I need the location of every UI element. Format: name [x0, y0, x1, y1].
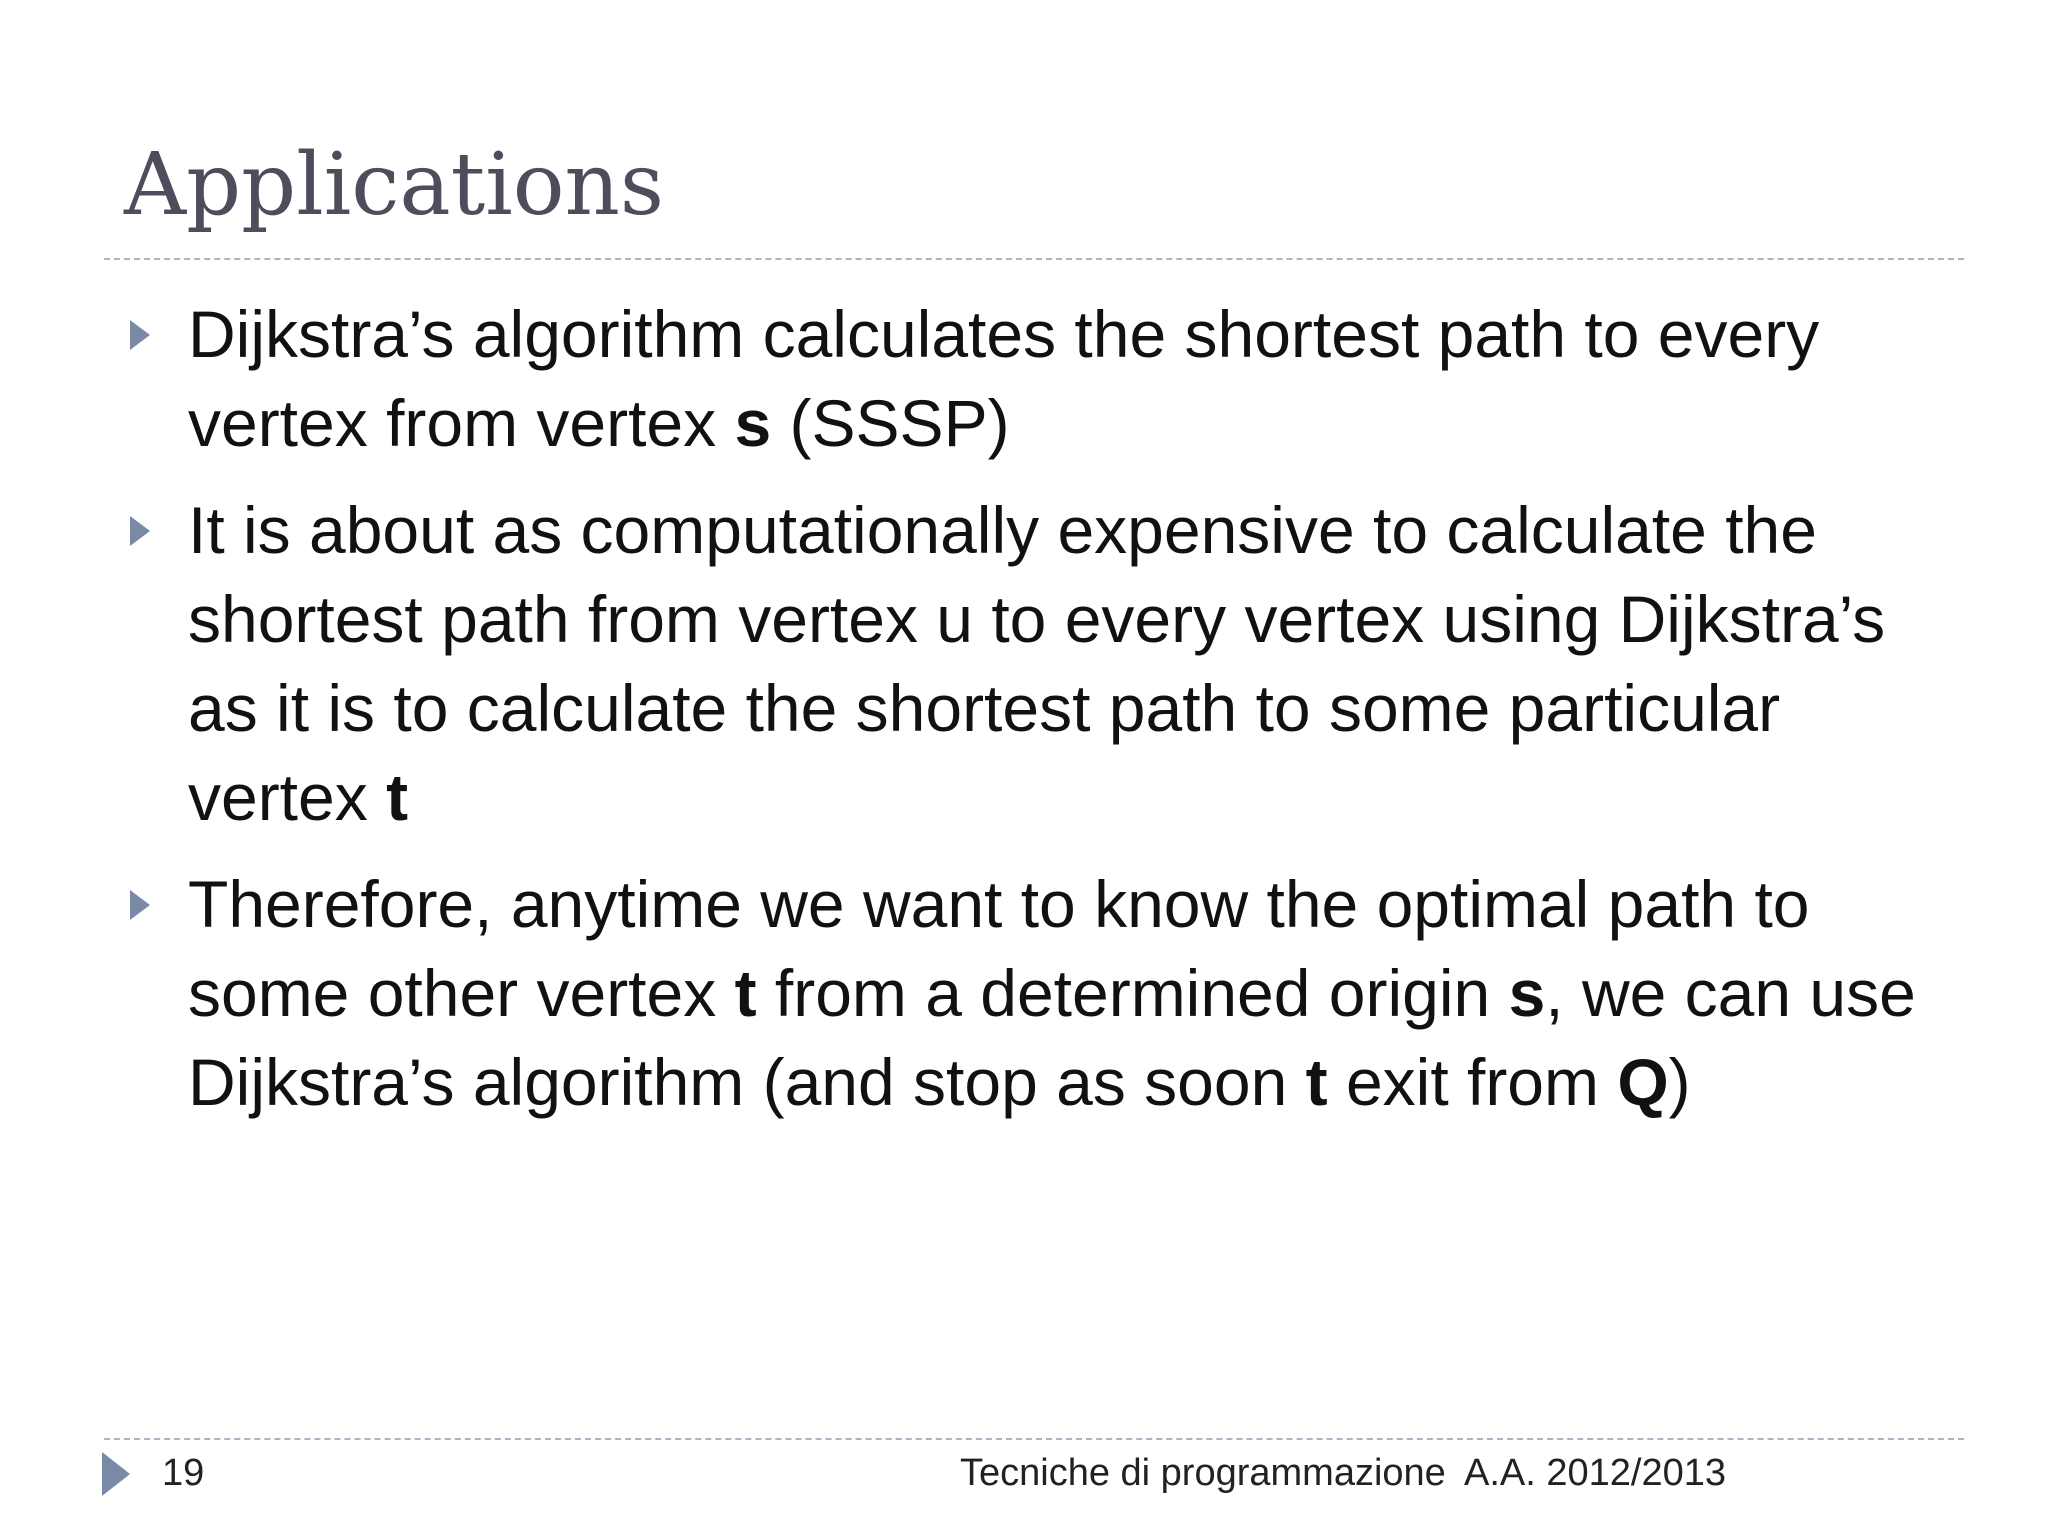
triangle-right-icon	[102, 1452, 130, 1496]
triangle-right-icon	[130, 320, 150, 350]
bullet-list	[124, 290, 1924, 1145]
bullet-bold-text: s	[734, 386, 772, 460]
bullet-text: Dijkstra’s algorithm calculates the shortest path to every vertex from vertex	[188, 297, 1820, 460]
triangle-right-icon	[130, 516, 150, 546]
bullet-bold-text: t	[734, 956, 757, 1030]
bullet-bold-text: Q	[1617, 1045, 1669, 1119]
page-number: 19	[162, 1452, 205, 1494]
title-divider	[104, 258, 1964, 260]
bullet-text: (SSSP)	[771, 386, 1010, 460]
bullet-item	[124, 290, 1924, 468]
bullet-text: )	[1668, 1045, 1691, 1119]
footer-academic-year: A.A. 2012/2013	[1464, 1452, 1726, 1494]
slide-title: Applications	[124, 135, 665, 235]
footer-course-name: Tecniche di programmazione	[960, 1452, 1446, 1494]
bullet-text: Therefore, anytime we want to know the optimal path to some other vertex	[188, 867, 1810, 1030]
triangle-right-icon	[130, 890, 150, 920]
bullet-item	[124, 486, 1924, 842]
bullet-text: exit from	[1327, 1045, 1618, 1119]
bullet-bold-text: t	[1305, 1045, 1328, 1119]
bullet-bold-text: t	[386, 760, 409, 834]
bullet-bold-text: s	[1508, 956, 1546, 1030]
bullet-item	[124, 860, 1924, 1127]
bullet-text: It is about as computationally expensive to calculate the shortest path from vertex u to every vertex using Dijkstra’s as it is to calculate the shortest path to some particular vertex	[188, 493, 1886, 834]
bullet-text: from a determined origin	[756, 956, 1509, 1030]
footer-divider	[104, 1438, 1964, 1440]
bullet-text: , we can use Dijkstra’s algorithm (and stop as soon	[188, 956, 1916, 1119]
